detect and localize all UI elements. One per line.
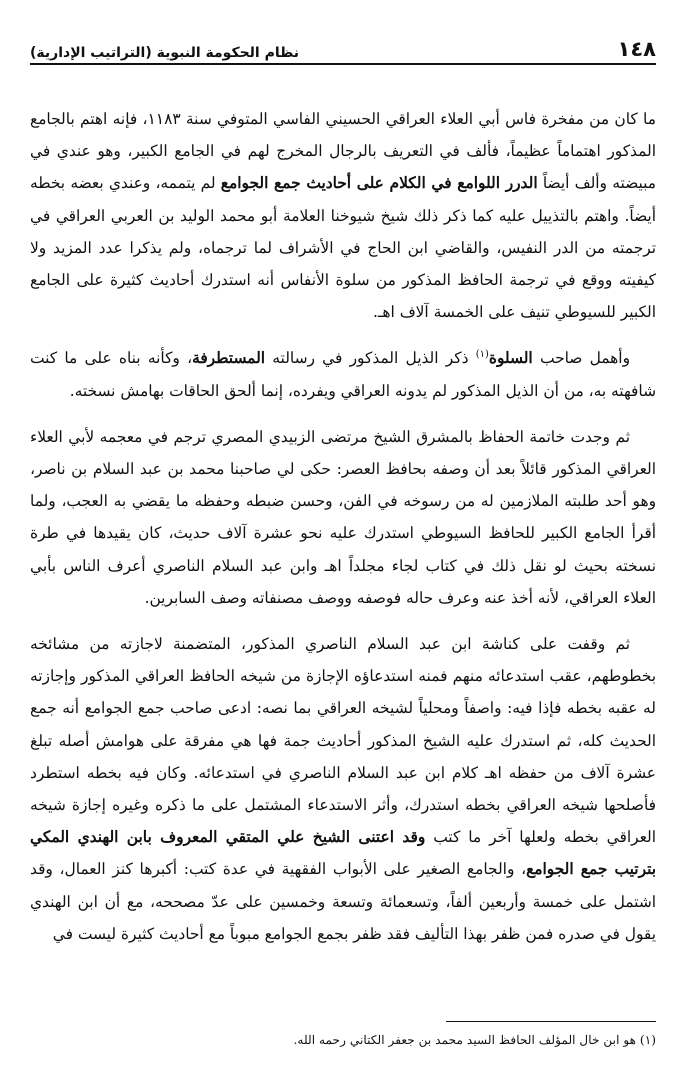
body-text xyxy=(30,103,656,950)
footnote-marker[interactable]: (١) xyxy=(475,349,489,361)
page-header xyxy=(30,26,656,63)
paragraph-2-text-e: ، وكأنه بناه على ما كنت شافهته به، من أن الذيل المذكور لم يدونه العراقي ويفرده، إنما ألحق الحاقات بهامش نسخته. xyxy=(30,349,656,400)
paragraph-4-text-a: ثم وقفت على كناشة ابن عبد السلام الناصري المذكور، المتضمنة لاجازته من مشائخه بخطوطهم، عقب استدعائه منهم فمنه استدعاؤه الإجازة من شيخه الحافظ العراقي المذكور وإجازته له عقبه بخطه فإذا فيه: واصفاً ومحلياً لشيخه العراقي بما نصه: ادعى صاحب جمع الجوامع أنه جمع الحديث كله، ثم استدرك عليه الشيخ المذكور أحاديث جمة فها هي مفرقة على هوامش أصله تبلغ عشرة آلاف من حفظه اهـ كلام ابن عبد السلام الناصري في استدعائه. وكان فيه بخطه استطرد فأصلحها شيخه العراقي بخطه استدرك، وأثر الاستدعاء المشتمل على ما ذكره وغيره إجازة شيخه العراقي بخطه ولعلها آخر ما كتب xyxy=(30,635,657,847)
paragraph-1 xyxy=(30,103,656,328)
footnote-rule xyxy=(446,1021,656,1022)
bold-phrase-ibn-al-hindi: وقد اعتنى الشيخ علي المتقي المعروف بابن الهندي المكي بترتيب جمع الجوامع xyxy=(30,828,656,879)
book-title-durar: الدرر اللوامع في الكلام على أحاديث جمع الجوامع xyxy=(220,174,538,193)
header-rule xyxy=(30,63,656,65)
paragraph-1-text-c: لم يتممه، وعندي بعضه بخطه أيضاً. واهتم بالتذييل عليه كما ذكر ذلك شيخ شيوخنا العلامة أبو محمد الوليد بن العربي العراقي في ترجمته من الدر النفيس، والقاضي ابن الحاج في الأشراف لما ترجماه، ولم يذكرا عدد المزيد ولا كيفيته ووقع في ترجمة الحافظ المذكور من سلوة الأنفاس أنه استدرك أحاديث كثيرة على الجامع الكبير للسيوطي تنيف على الخمسة آلاف اهـ. xyxy=(30,174,656,322)
book-title-mustatrafa: المستطرفة xyxy=(192,349,266,368)
paragraph-2 xyxy=(30,342,656,406)
paragraph-4-text-c: ، والجامع الصغير على الأبواب الفقهية في عدة كتب: أكبرها كنز العمال، وقد اشتمل على خمسة وأربعين ألفاً، وتسعمائة وتسعة وخمسين على عدّ مصححه، مع أن ابن الهندي يقول في صدره فمن ظفر بهذا التأليف فقد ظفر بجمع الجوامع مبوباً مع أحاديث كثيرة ليست في xyxy=(30,860,656,943)
paragraph-2-text-a: وأهمل صاحب xyxy=(532,349,631,368)
paragraph-3: ثم وجدت خاتمة الحفاظ بالمشرق الشيخ مرتضى الزبيدي المصري ترجم في معجمه لأبي العلاء العراقي المذكور قائلاً بعد أن وصفه بحافظ العصر: حكى لي صاحبنا محمد بن عبد السلام بن ناصر، وهو أحد طلبته الملازمين له من رسوخه في الفن، وحسن ضبطه وحفظه ما يقضي به العجب، ولما أقرأ الجامع الكبير للحافظ السيوطي استدرك عليه نحو عشرة آلاف حديث، كان يقيدها في طرة نسخته بحيث لو نقل ذلك في كتاب لجاء مجلداً اهـ وابن عبد السلام الناصري أعرف الناس بأبي العلاء العراقي، لأنه أخذ عنه وعرف حاله فوصفه ووصف مصنفاته وصف السابرين. xyxy=(30,427,656,607)
paragraph-2-text-c: ذكر الذيل المذكور في رسالته xyxy=(265,349,476,368)
book-title-salwa: السلوة xyxy=(488,349,533,368)
paragraph-1-text-a: ما كان من مفخرة فاس أبي العلاء العراقي الحسيني الفاسي المتوفي سنة ١١٨٣، فإنه اهتم بالجامع المذكور اهتماماً عظيماً، فألف في التعريف بالرجال المخرج لهم في الجامع الكبير، وهو عندي في مبيضته وألف أيضاً xyxy=(30,110,656,193)
page-number: ١٤٨ xyxy=(617,37,656,61)
footnote: (١) هو ابن خال المؤلف الحافظ السيد محمد بن جعفر الكتاني رحمه الله. xyxy=(293,1033,656,1047)
book-page xyxy=(30,26,656,1066)
running-title: نظام الحكومة النبوية (التراتيب الإدارية) xyxy=(30,45,300,61)
paragraph-4 xyxy=(30,628,656,950)
